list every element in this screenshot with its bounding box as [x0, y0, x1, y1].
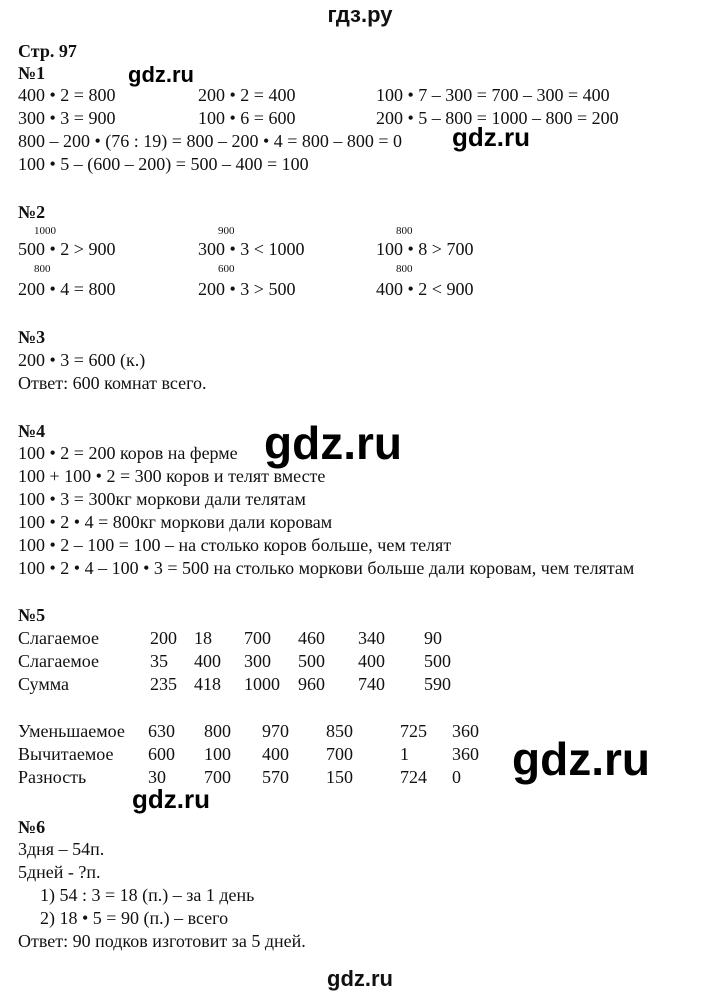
task6-line: 3дня – 54п. [18, 839, 105, 859]
table-row [18, 651, 464, 674]
table-cell: 724 [400, 767, 427, 787]
task2-heading: №2 [18, 202, 46, 222]
task5-heading: №5 [18, 605, 46, 625]
table-cell: 850 [326, 721, 353, 741]
row-label: Слагаемое [18, 651, 99, 671]
table-cell: 400 [262, 744, 289, 764]
table-cell: 90 [424, 628, 442, 648]
task1-heading: №1 [18, 63, 46, 83]
table-row [18, 628, 464, 651]
table-cell: 700 [326, 744, 353, 764]
table-cell: 360 [452, 744, 479, 764]
task4-line: 100 + 100 • 2 = 300 коров и телят вместе [18, 466, 326, 486]
task6-step: 2) 18 • 5 = 90 (п.) – всего [40, 908, 229, 928]
table-cell: 500 [298, 651, 325, 671]
table-cell: 200 [150, 628, 177, 648]
task4-line: 100 • 2 – 100 = 100 – на столько коров больше, чем телят [18, 535, 452, 555]
table-row [18, 744, 492, 767]
task1-line: 200 • 5 – 800 = 1000 – 800 = 200 [376, 108, 619, 128]
watermark: gdz.ru [264, 417, 402, 469]
task2-row: 300 • 3 < 1000 [198, 239, 305, 259]
task4-line: 100 • 2 = 200 коров на ферме [18, 443, 238, 463]
table-cell: 570 [262, 767, 289, 787]
task1-line: 800 – 200 • (76 : 19) = 800 – 200 • 4 = 800 – 800 = 0 [18, 131, 403, 151]
task2-row: 200 • 4 = 800 [18, 279, 116, 299]
task5-subtraction-table [18, 721, 492, 790]
task4-heading: №4 [18, 421, 46, 441]
table-cell: 30 [148, 767, 166, 787]
table-cell: 500 [424, 651, 451, 671]
table-cell: 630 [148, 721, 175, 741]
task3-line: 200 • 3 = 600 (к.) [18, 350, 146, 370]
task2-row: 400 • 2 < 900 [376, 279, 474, 299]
site-header: гдз.ру [327, 2, 393, 27]
table-cell: 340 [358, 628, 385, 648]
table-cell: 0 [452, 767, 461, 787]
task1-line: 400 • 2 = 800 [18, 85, 116, 105]
row-label: Сумма [18, 674, 69, 694]
table-cell: 460 [298, 628, 325, 648]
table-row [18, 674, 464, 697]
task6-step: 1) 54 : 3 = 18 (п.) – за 1 день [40, 885, 255, 905]
table-cell: 150 [326, 767, 353, 787]
watermark: gdz.ru [512, 733, 650, 785]
row-label: Разность [18, 767, 87, 787]
table-row [18, 767, 492, 790]
site-footer: gdz.ru [327, 966, 393, 991]
task2-row: 500 • 2 > 900 [18, 239, 116, 259]
row-label: Слагаемое [18, 628, 99, 648]
table-cell: 18 [194, 628, 212, 648]
watermark: gdz.ru [452, 122, 530, 152]
task1-line: 100 • 7 – 300 = 700 – 300 = 400 [376, 85, 610, 105]
task2-note: 800 [396, 263, 413, 275]
task6-line: 5дней - ?п. [18, 862, 101, 882]
task4-line: 100 • 3 = 300кг моркови дали телятам [18, 489, 306, 509]
watermark: gdz.ru [132, 784, 210, 814]
task4-line: 100 • 2 • 4 = 800кг моркови дали коровам [18, 512, 333, 532]
table-cell: 960 [298, 674, 325, 694]
table-cell: 740 [358, 674, 385, 694]
table-cell: 235 [150, 674, 177, 694]
table-cell: 600 [148, 744, 175, 764]
task2-row: 100 • 8 > 700 [376, 239, 474, 259]
task3-line: Ответ: 600 комнат всего. [18, 373, 207, 393]
task6-answer: Ответ: 90 подков изготовит за 5 дней. [18, 931, 306, 951]
table-cell: 418 [194, 674, 221, 694]
watermark: gdz.ru [128, 62, 194, 87]
table-cell: 35 [150, 651, 168, 671]
table-cell: 400 [194, 651, 221, 671]
table-cell: 590 [424, 674, 451, 694]
task2-note: 800 [396, 225, 413, 237]
table-cell: 400 [358, 651, 385, 671]
table-cell: 800 [204, 721, 231, 741]
task4-line: 100 • 2 • 4 – 100 • 3 = 500 на столько моркови больше дали коровам, чем телятам [18, 558, 635, 578]
task2-note: 600 [218, 263, 235, 275]
task3-heading: №3 [18, 327, 46, 347]
task5-addition-table [18, 628, 464, 697]
task2-note: 900 [218, 225, 235, 237]
page-label: Стр. 97 [18, 41, 77, 61]
task2-note: 1000 [34, 225, 56, 237]
table-cell: 1000 [244, 674, 280, 694]
table-cell: 700 [204, 767, 231, 787]
task2-note: 800 [34, 263, 51, 275]
table-cell: 725 [400, 721, 427, 741]
task1-line: 100 • 5 – (600 – 200) = 500 – 400 = 100 [18, 154, 309, 174]
row-label: Уменьшаемое [18, 721, 125, 741]
task1-line: 200 • 2 = 400 [198, 85, 296, 105]
table-cell: 1 [400, 744, 409, 764]
task1-line: 100 • 6 = 600 [198, 108, 296, 128]
task6-heading: №6 [18, 817, 46, 837]
task1-line: 300 • 3 = 900 [18, 108, 116, 128]
table-cell: 300 [244, 651, 271, 671]
row-label: Вычитаемое [18, 744, 114, 764]
table-cell: 970 [262, 721, 289, 741]
table-cell: 100 [204, 744, 231, 764]
task2-row: 200 • 3 > 500 [198, 279, 296, 299]
table-cell: 360 [452, 721, 479, 741]
table-row [18, 721, 492, 744]
table-cell: 700 [244, 628, 271, 648]
